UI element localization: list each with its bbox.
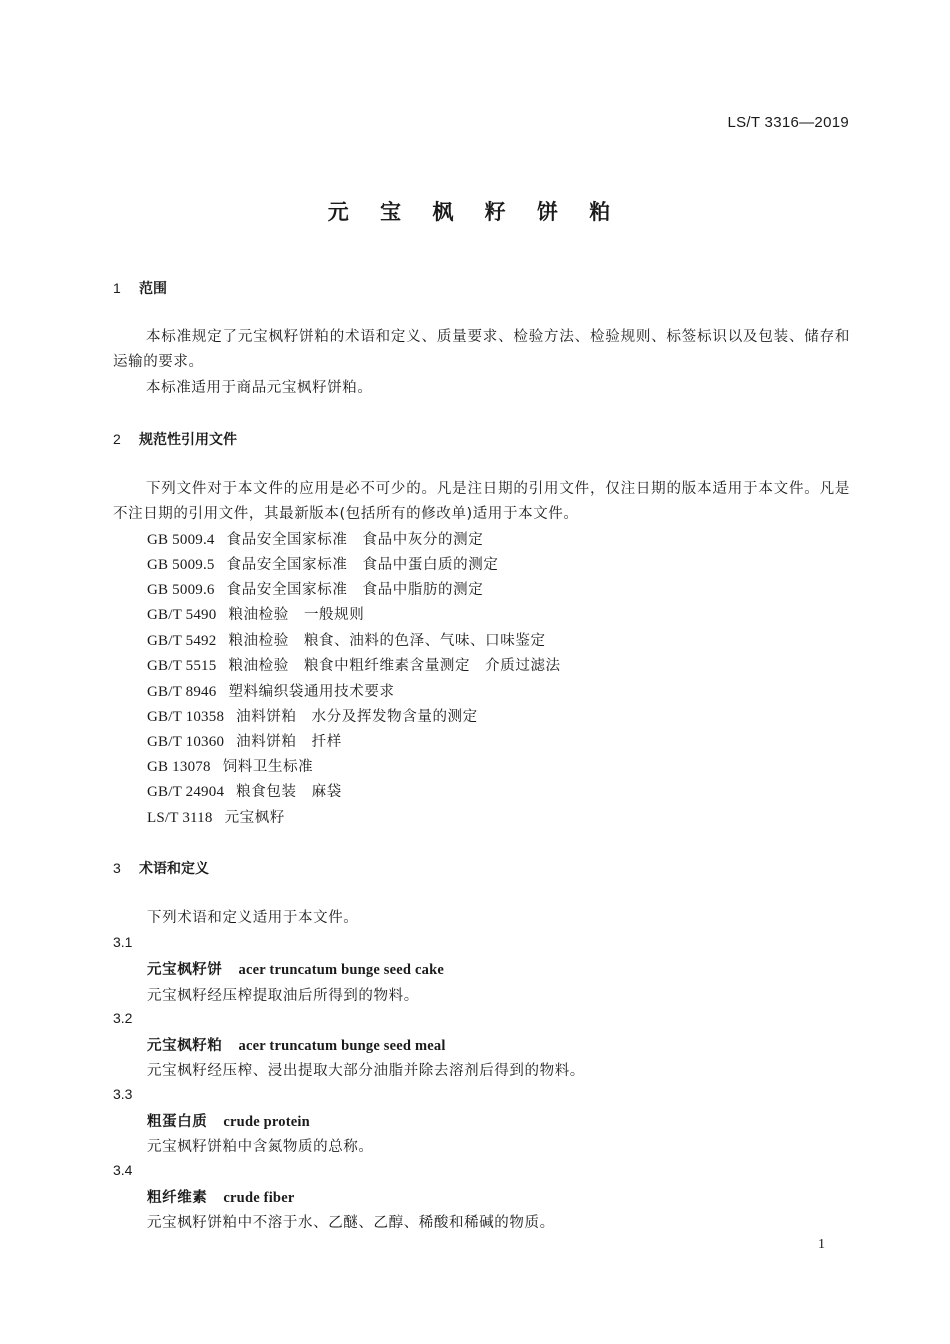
scope-paragraph-2: 本标准适用于商品元宝枫籽饼粕。 bbox=[146, 380, 373, 396]
reference-title: 粮食包装 麻袋 bbox=[236, 784, 342, 800]
references-intro: 下列文件对于本文件的应用是必不可少的。凡是注日期的引用文件，仅注日期的版本适用于本文件。凡是不注日期的引用文件，其最新版本(包括所有的修改单)适用于本文件。 bbox=[113, 481, 850, 522]
reference-item bbox=[147, 578, 483, 599]
term-definition: 元宝枫籽饼粕中不溶于水、乙醚、乙醇、稀酸和稀碱的物质。 bbox=[147, 1215, 555, 1231]
reference-code: GB/T 5515 bbox=[147, 658, 217, 674]
scope-paragraph-1: 本标准规定了元宝枫籽饼粕的术语和定义、质量要求、检验方法、检验规则、标签标识以及包装、储存和运输的要求。 bbox=[113, 329, 850, 370]
reference-item bbox=[147, 705, 478, 726]
term-english: crude fiber bbox=[223, 1190, 295, 1206]
term-heading bbox=[147, 958, 444, 979]
section-heading-scope bbox=[113, 278, 167, 298]
reference-code: GB/T 8946 bbox=[147, 684, 217, 700]
reference-code: GB/T 24904 bbox=[147, 784, 225, 800]
reference-code: GB/T 10358 bbox=[147, 709, 225, 725]
term-heading bbox=[147, 1034, 446, 1055]
term-number: 3.3 bbox=[113, 1086, 133, 1102]
reference-item bbox=[147, 528, 483, 549]
reference-title: 食品安全国家标准 食品中灰分的测定 bbox=[226, 532, 484, 548]
reference-title: 粮油检验 粮食、油料的色泽、气味、口味鉴定 bbox=[228, 633, 546, 649]
term-chinese: 元宝枫籽饼 bbox=[147, 962, 223, 978]
reference-title: 食品安全国家标准 食品中蛋白质的测定 bbox=[226, 557, 499, 573]
reference-title: 油料饼粕 水分及挥发物含量的测定 bbox=[236, 709, 478, 725]
reference-item bbox=[147, 629, 546, 650]
reference-code: GB/T 10360 bbox=[147, 734, 225, 750]
reference-item bbox=[147, 680, 395, 701]
section-heading-references bbox=[113, 429, 237, 449]
reference-item bbox=[147, 755, 313, 776]
term-english: acer truncatum bunge seed meal bbox=[238, 1038, 446, 1054]
term-heading bbox=[147, 1186, 294, 1207]
section-title: 范围 bbox=[139, 281, 167, 297]
section-number: 2 bbox=[113, 431, 121, 447]
reference-code: GB/T 5492 bbox=[147, 633, 217, 649]
reference-item bbox=[147, 806, 285, 827]
term-chinese: 粗蛋白质 bbox=[147, 1114, 208, 1130]
term-definition: 元宝枫籽经压榨、浸出提取大部分油脂并除去溶剂后得到的物料。 bbox=[147, 1063, 585, 1079]
section-number: 1 bbox=[113, 280, 121, 296]
reference-title: 油料饼粕 扦样 bbox=[236, 734, 342, 750]
term-chinese: 元宝枫籽粕 bbox=[147, 1038, 223, 1054]
reference-code: GB 5009.6 bbox=[147, 582, 215, 598]
term-definition: 元宝枫籽饼粕中含氮物质的总称。 bbox=[147, 1139, 374, 1155]
term-number: 3.4 bbox=[113, 1162, 133, 1178]
reference-title: 元宝枫籽 bbox=[224, 810, 285, 826]
term-number: 3.2 bbox=[113, 1010, 133, 1026]
term-definition: 元宝枫籽经压榨提取油后所得到的物料。 bbox=[147, 988, 419, 1004]
reference-title: 食品安全国家标准 食品中脂肪的测定 bbox=[226, 582, 484, 598]
reference-code: LS/T 3118 bbox=[147, 810, 213, 826]
reference-code: GB 5009.4 bbox=[147, 532, 215, 548]
page-number: 1 bbox=[818, 1237, 825, 1252]
reference-item bbox=[147, 780, 342, 801]
reference-title: 塑料编织袋通用技术要求 bbox=[228, 684, 395, 700]
reference-code: GB 5009.5 bbox=[147, 557, 215, 573]
term-english: crude protein bbox=[223, 1114, 310, 1130]
document-title: 元 宝 枫 籽 饼 粕 bbox=[327, 200, 623, 224]
terms-intro: 下列术语和定义适用于本文件。 bbox=[147, 910, 359, 926]
reference-code: GB/T 5490 bbox=[147, 607, 217, 623]
section-title: 术语和定义 bbox=[139, 861, 209, 877]
term-chinese: 粗纤维素 bbox=[147, 1190, 208, 1206]
term-number: 3.1 bbox=[113, 934, 133, 950]
section-title: 规范性引用文件 bbox=[139, 432, 237, 448]
reference-item bbox=[147, 553, 498, 574]
reference-code: GB 13078 bbox=[147, 759, 211, 775]
reference-title: 饲料卫生标准 bbox=[222, 759, 314, 775]
section-heading-terms bbox=[113, 858, 209, 878]
reference-item bbox=[147, 654, 561, 675]
section-number: 3 bbox=[113, 860, 121, 876]
term-english: acer truncatum bunge seed cake bbox=[238, 962, 444, 978]
reference-title: 粮油检验 一般规则 bbox=[228, 607, 365, 623]
reference-item bbox=[147, 730, 342, 751]
reference-item bbox=[147, 603, 364, 624]
document-code: LS/T 3316—2019 bbox=[727, 114, 849, 131]
reference-title: 粮油检验 粮食中粗纤维素含量测定 介质过滤法 bbox=[228, 658, 561, 674]
term-heading bbox=[147, 1110, 310, 1131]
